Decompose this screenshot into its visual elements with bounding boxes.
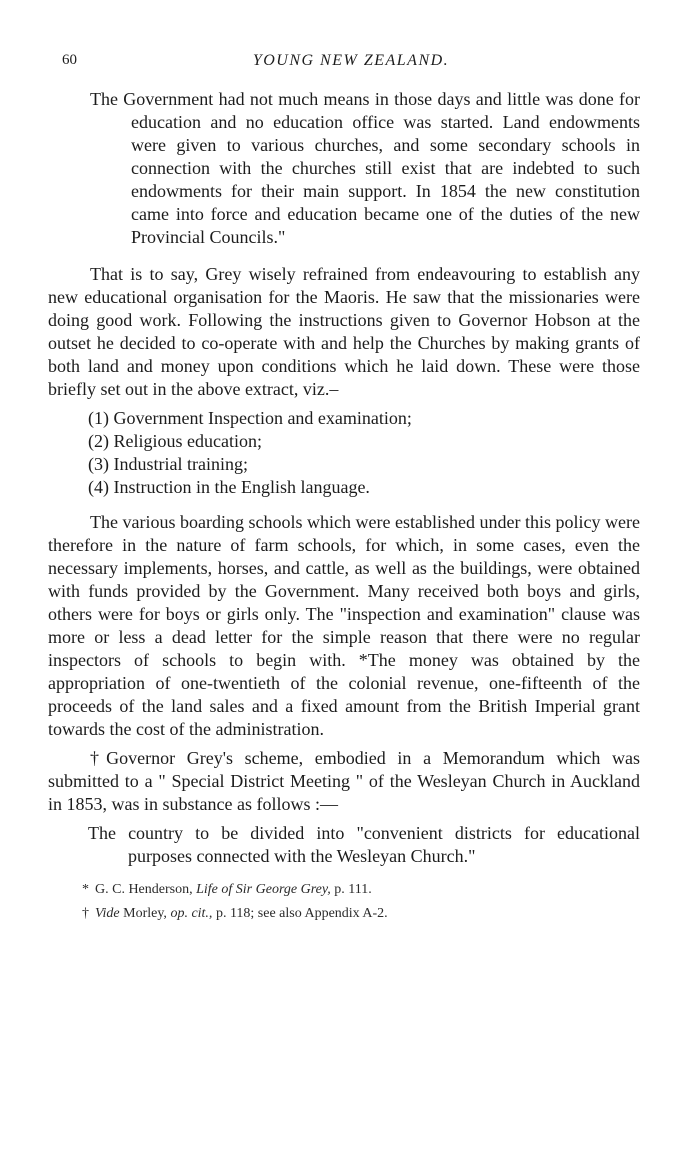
quoted-passage: The Government had not much means in those days and little was done for education and no education office was started. Land endowments were given to various churches, and some secondary schools in connection with the churches still exist that are indebted to such endowments for their main support. In 1854 the new constitution came into force and education became one of the duties of the new Provincial Councils." xyxy=(90,89,640,247)
list-item: (2) Religious education; xyxy=(88,431,262,451)
footnote-author: Morley, xyxy=(123,906,167,921)
page-number: 60 xyxy=(62,52,77,68)
footnote-mark: † xyxy=(82,906,89,921)
footnote-text: G. C. Henderson, xyxy=(95,882,193,897)
page-body xyxy=(48,88,640,926)
list-item: (4) Instruction in the English language. xyxy=(88,477,370,497)
footnote-page: p. 111. xyxy=(334,882,372,897)
footnote-page: p. 118; see also Appendix A-2. xyxy=(215,906,388,921)
footnotes xyxy=(48,878,640,926)
list-item: (1) Government Inspection and examination; xyxy=(88,408,412,428)
quoted-passage: The country to be divided into "convenient districts for educational purposes connected with the Wesleyan Church." xyxy=(88,823,640,866)
paragraph: That is to say, Grey wisely refrained from endeavouring to establish any new educational organisation for the Maoris. He saw that the missionaries were doing good work. Following the instructions given to Governor Hobson at the outset he decided to co-operate with and help the Churches by making grants of both land and money upon conditions which he laid down. These were those briefly set out in the above extract, viz.– xyxy=(48,264,640,399)
running-title: YOUNG NEW ZEALAND. xyxy=(252,52,450,69)
footnote-mark: * xyxy=(82,882,89,897)
paragraph: The various boarding schools which were established under this policy were therefore in the nature of farm schools, for which, in some cases, even the necessary implements, horses, and cattle, as well as the buildings, were obtained with funds provided by the Government. Many received both boys and girls, others were for boys or girls only. The "inspection and examination" clause was more or less a dead letter for the simple reason that there were no regular inspectors of schools to begin with. *The money was obtained by the appropriation of one-twentieth of the colonial revenue, one-fifteenth of the proceeds of the land sales and a fixed amount from the British Imperial grant towards the cost of the administration. xyxy=(48,512,640,739)
footnote-opcit: op. cit., xyxy=(170,906,213,921)
footnote-vide: Vide xyxy=(95,906,120,921)
list-item: (3) Industrial training; xyxy=(88,454,248,474)
page-header xyxy=(62,52,640,76)
footnote-title: Life of Sir George Grey, xyxy=(196,882,331,897)
footnote xyxy=(82,902,640,926)
paragraph: †Governor Grey's scheme, embodied in a Memorandum which was submitted to a " Special District Meeting " of the Wesleyan Church in Auckland in 1853, was in substance as follows :— xyxy=(48,748,640,814)
conditions-list xyxy=(48,407,640,499)
footnote xyxy=(82,878,640,902)
